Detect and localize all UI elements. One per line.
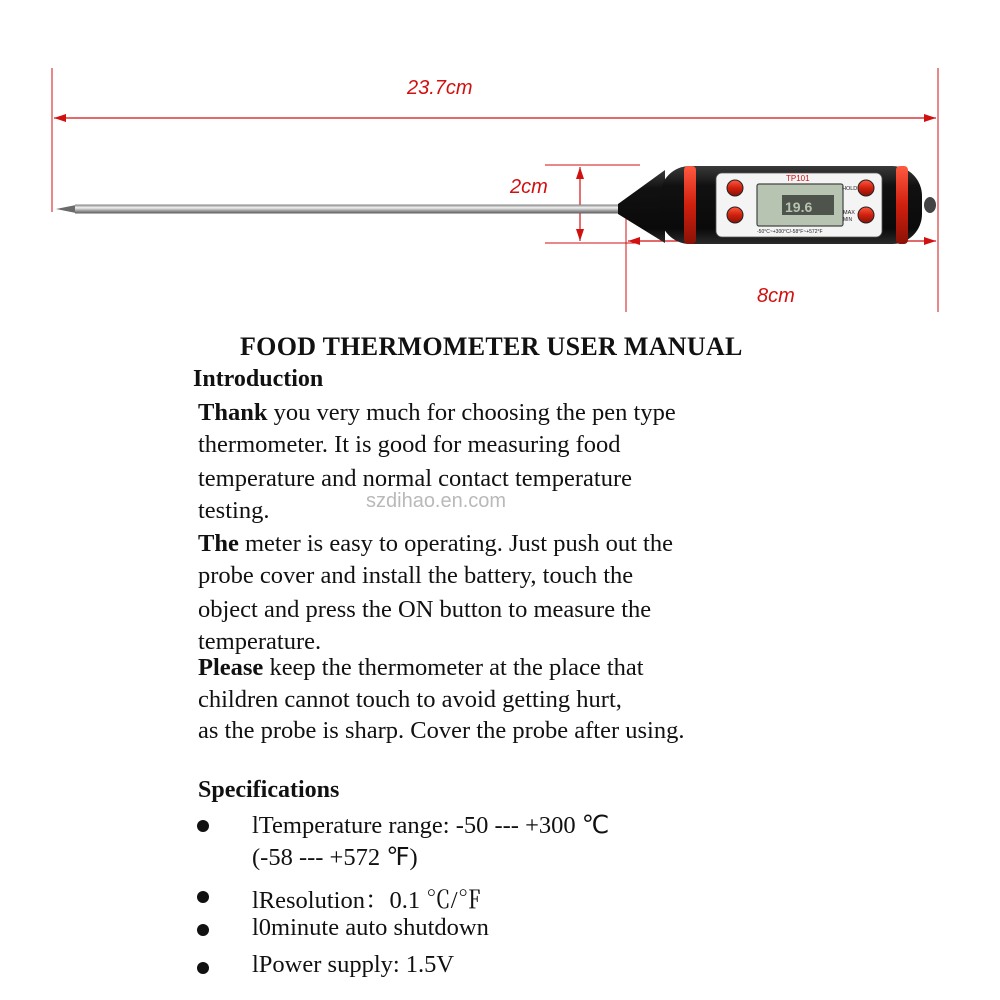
model-label: TP101 xyxy=(786,174,810,183)
p3-bold: Please xyxy=(198,654,264,681)
range-label: -50°C~+300°C/-58°F~+572°F xyxy=(757,229,823,235)
red-ring-right xyxy=(896,166,908,244)
probe-shaft xyxy=(75,205,635,214)
bullet-1 xyxy=(197,820,209,832)
p1-text-1: you very much for choosing the pen type xyxy=(267,399,676,426)
red-ring-left xyxy=(684,166,696,244)
p1-bold: Thank xyxy=(198,399,268,426)
hold-label: HOLD xyxy=(842,186,858,192)
p2-line-4: temperature. xyxy=(198,627,322,655)
arrowhead-left xyxy=(54,114,66,122)
lcd-reading: 19.6 xyxy=(785,199,813,215)
p1-line-1 xyxy=(198,397,676,429)
p1-line-2: thermometer. It is good for measuring food xyxy=(198,430,621,458)
p2-bold: The xyxy=(198,530,239,557)
p2-text-1: meter is easy to operating. Just push out the xyxy=(238,530,673,557)
manual-title: FOOD THERMOMETER USER MANUAL xyxy=(240,332,743,361)
p2-line-3: object and press the ON button to measure the xyxy=(198,596,652,623)
arrowhead-down xyxy=(576,229,584,241)
arrowhead-right xyxy=(924,114,936,122)
spec-power-supply: lPower supply: 1.5V xyxy=(252,951,455,978)
bullet-3 xyxy=(197,924,209,936)
intro-paragraph-2 xyxy=(198,528,673,657)
body-length-label: 8cm xyxy=(757,285,795,307)
p1-line-4: testing. xyxy=(198,496,270,524)
max-min-button[interactable] xyxy=(858,207,874,223)
bullet-2 xyxy=(197,891,209,903)
p2-line-2: probe cover and install the battery, touch the xyxy=(198,561,634,589)
arrowhead-up xyxy=(576,167,584,179)
spec-resolution: lResolution：0.1 ℃/℉ xyxy=(252,887,483,914)
spec-auto-shutdown: l0minute auto shutdown xyxy=(252,914,489,941)
power-button[interactable] xyxy=(727,180,743,196)
spec-temperature-range: lTemperature range: -50 --- +300 ℃ xyxy=(252,812,610,839)
p3-line-1 xyxy=(198,652,684,684)
watermark: szdihao.en.com xyxy=(366,490,507,512)
spec-temperature-range-f: (-58 --- +572 ℉) xyxy=(252,844,418,871)
p1-line-3: temperature and normal contact temperature xyxy=(198,465,632,492)
max-label: MAX xyxy=(843,210,855,216)
temp-unit-button[interactable] xyxy=(727,207,743,223)
bullet-4 xyxy=(197,962,209,974)
arrowhead-8cm-left xyxy=(628,237,640,245)
probe-tip xyxy=(56,205,76,213)
intro-paragraph-1 xyxy=(198,397,676,526)
p3-line-2: children cannot touch to avoid getting hurt, xyxy=(198,685,622,713)
end-cap xyxy=(924,197,936,213)
p3-line-3: as the probe is sharp. Cover the probe after using. xyxy=(198,717,685,744)
intro-paragraph-3 xyxy=(198,652,684,747)
intro-heading: Introduction xyxy=(193,366,324,392)
hold-button[interactable] xyxy=(858,180,874,196)
spec-heading: Specifications xyxy=(198,777,340,803)
width-label: 2cm xyxy=(510,176,548,198)
thermometer-illustration xyxy=(0,0,1000,320)
p2-line-1 xyxy=(198,528,673,560)
overall-length-label: 23.7cm xyxy=(407,77,473,99)
arrowhead-8cm-right xyxy=(924,237,936,245)
p3-text-1: keep the thermometer at the place that xyxy=(263,654,644,681)
body-taper xyxy=(618,170,665,243)
min-label: MIN xyxy=(843,217,853,223)
